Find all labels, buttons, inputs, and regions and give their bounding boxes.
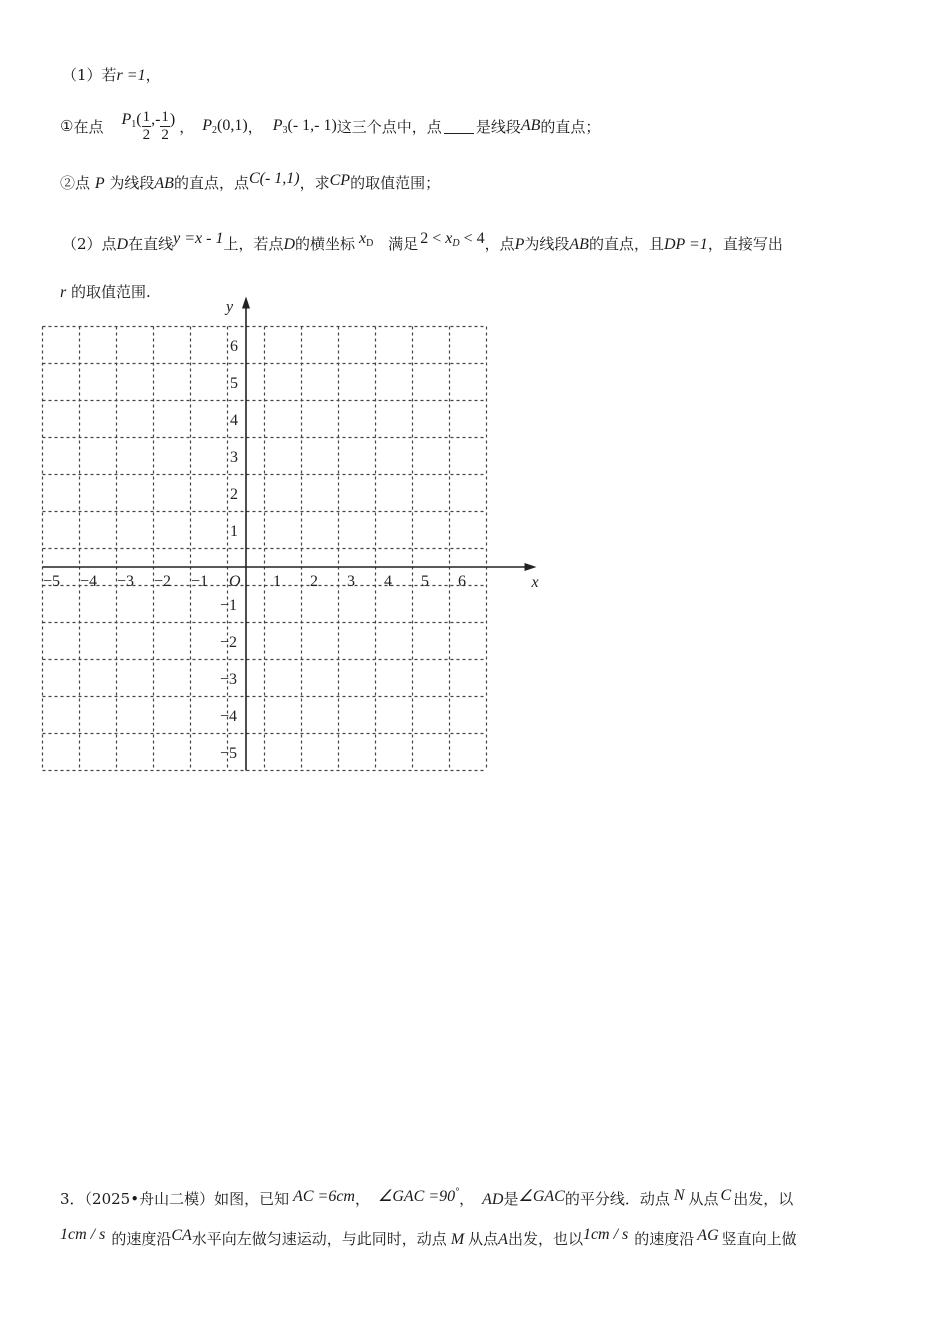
- y-tick-label: 4: [230, 412, 238, 429]
- y-tick-label: 5: [230, 375, 238, 392]
- x-tick-label: 4: [384, 573, 392, 590]
- x-tick-label: 2: [310, 573, 318, 590]
- origin-label: O: [229, 573, 241, 590]
- part2-line1: （2）点D在直线y =x - 1上，若点D的横坐标 $x_D$ 满足 $2 < x_D < 4$，点P为线段AB的直点，且DP =1，直接写出: [62, 230, 783, 253]
- y-axis-arrow: [242, 297, 250, 309]
- x-tick-label: 6: [458, 573, 466, 590]
- y-tick-label: 2: [230, 486, 238, 503]
- x-tick-label: −3: [117, 573, 135, 590]
- y-tick-label: −5: [220, 745, 238, 762]
- x-tick-label: −1: [191, 573, 209, 590]
- x-axis-arrow: [525, 563, 537, 571]
- dp-equation: DP =1: [663, 236, 708, 253]
- inequality: $2 < x_D < 4$: [420, 230, 485, 249]
- axis-labels: [43, 299, 539, 763]
- problem3-line2: 1cm / s 的速度沿CA水平向左做匀速运动，与此同时，动点 M 从点A出发，也以1cm / s 的速度沿 AG 竖直向上做: [60, 1226, 797, 1248]
- r-equation: r =1: [116, 67, 146, 84]
- x-tick-label: −5: [43, 573, 61, 590]
- coordinate-grid: [43, 298, 580, 762]
- x-tick-label: −4: [80, 573, 98, 590]
- question-2: ②点 P 为线段AB的直点，点C(- 1,1)，求CP的取值范围；: [60, 170, 441, 192]
- x-tick-label: 5: [421, 573, 429, 590]
- angle-equation: ∠GAC =90°: [378, 1186, 460, 1205]
- part1-header: （1）若r =1，: [62, 66, 161, 84]
- part2-line2: r 的取值范围.: [60, 283, 151, 301]
- answer-blank[interactable]: [444, 119, 474, 134]
- y-tick-label: 6: [230, 338, 238, 355]
- x-tick-label: −2: [154, 573, 172, 590]
- x-axis-label: x: [531, 574, 539, 591]
- xd-symbol: $x_D$: [359, 230, 374, 249]
- y-tick-label: −2: [220, 634, 238, 651]
- x-tick-label: 1: [273, 573, 281, 590]
- point-p2: $P_2(0,1)$: [202, 116, 248, 136]
- y-tick-label: −3: [220, 671, 238, 688]
- point-p1: $P_1$ ( $\frac{1}{2}$ ,- $\frac{1}{2}$ ): [121, 108, 176, 143]
- grid-lines: [43, 327, 487, 771]
- point-p3: $P_3(-$ 1,- 1): [272, 116, 337, 136]
- y-tick-label: 3: [230, 449, 238, 466]
- line-equation: y =x - 1: [173, 230, 224, 247]
- y-tick-label: 1: [230, 523, 238, 540]
- y-tick-label: −1: [220, 597, 238, 614]
- question-1: ① 在点 $P_1$ ( $\frac{1}{2}$ ,- $\frac{1}{2}$ ) ， $P_2(0,1)$ ， $P_3(-$ 1,- 1) 这三个点中，点 是线段 AB 的直点；: [60, 108, 601, 143]
- y-axis-label: y: [226, 298, 234, 316]
- point-c: C(- 1,1): [248, 170, 300, 187]
- x-tick-label: 3: [347, 573, 355, 590]
- problem3-line1: 3．（2025•舟山二模）如图，已知 AC =6cm， ∠GAC =90°， AD是∠GAC的平分线．动点 N 从点 C 出发，以: [60, 1186, 794, 1208]
- y-tick-label: −4: [220, 708, 238, 725]
